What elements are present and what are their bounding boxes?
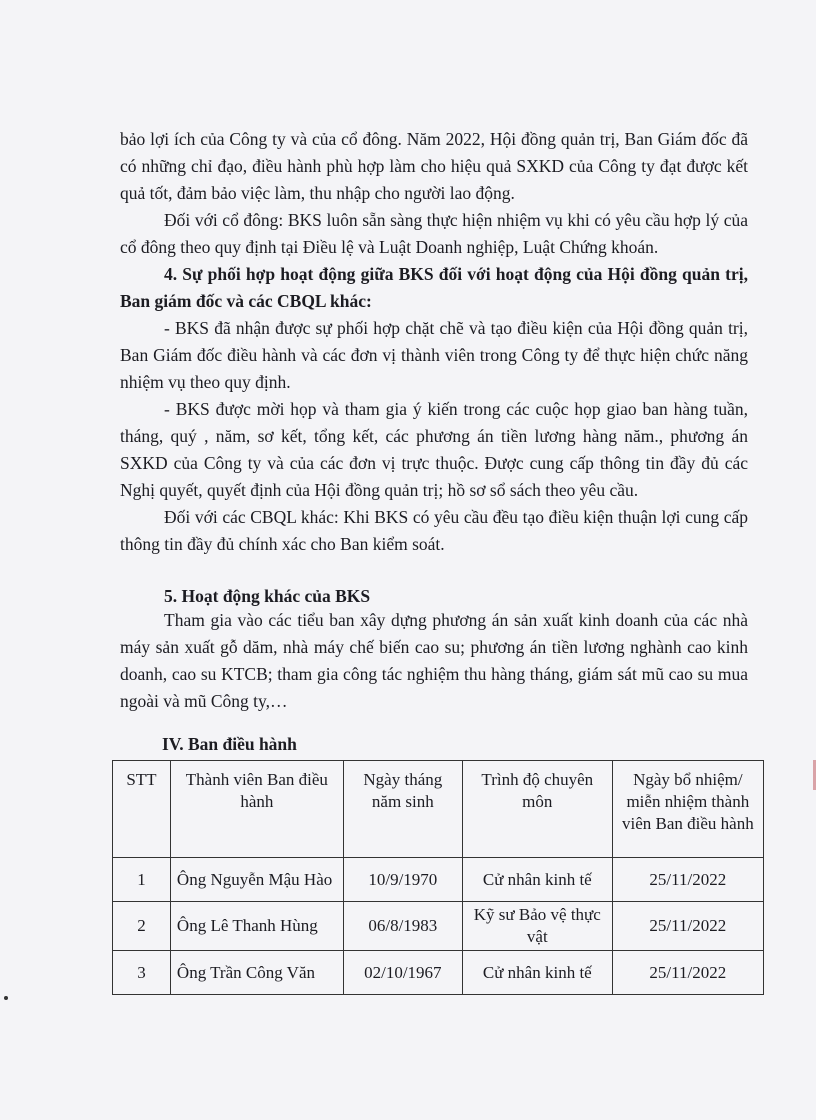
cell-qualification: Cử nhân kinh tế: [462, 858, 612, 902]
paragraph-4: - BKS được mời họp và tham gia ý kiến trong các cuộc họp giao ban hàng tuần, tháng, quý , năm, sơ kết, tổng kết, các phương án tiền lương hàng năm., phương án SXKD của Công ty và của các đơn vị trực thuộc. Được cung cấp thông tin đầy đủ các Nghị quyết, quyết định của Hội đồng quản trị; hồ sơ sổ sách theo yêu cầu.: [120, 399, 748, 500]
paragraph-6: Tham gia vào các tiểu ban xây dựng phương án sản xuất kinh doanh của các nhà máy sản xuất gỗ dăm, nhà máy chế biến cao su; phương án tiền lương nghành cao kinh doanh, cao su KTCB; tham gia công tác nghiệm thu hàng tháng, giám sát mũ cao su mua ngoài và mũ Công ty,…: [120, 610, 748, 711]
cell-member: Ông Trần Công Văn: [170, 951, 343, 995]
paragraph-5: Đối với các CBQL khác: Khi BKS có yêu cầu đều tạo điều kiện thuận lợi cung cấp thông tin đầy đủ chính xác cho Ban kiểm soát.: [120, 507, 748, 554]
cell-stt: 3: [113, 951, 171, 995]
table-header-row: [113, 761, 764, 858]
cell-appointment: 25/11/2022: [612, 902, 763, 951]
scan-speck: [4, 996, 8, 1000]
cell-stt: 2: [113, 902, 171, 951]
cell-member: Ông Lê Thanh Hùng: [170, 902, 343, 951]
header-qualification: Trình độ chuyên môn: [462, 761, 612, 858]
table-row: [113, 902, 764, 951]
cell-stt: 1: [113, 858, 171, 902]
cell-birthdate: 02/10/1967: [343, 951, 462, 995]
header-stt: STT: [113, 761, 171, 858]
header-birthdate: Ngày tháng năm sinh: [343, 761, 462, 858]
header-appointment: Ngày bổ nhiệm/ miễn nhiệm thành viên Ban điều hành: [612, 761, 763, 858]
cell-appointment: 25/11/2022: [612, 951, 763, 995]
cell-member: Ông Nguyễn Mậu Hào: [170, 858, 343, 902]
table-row: [113, 951, 764, 995]
paragraph-3: - BKS đã nhận được sự phối hợp chặt chẽ và tạo điều kiện của Hội đồng quản trị, Ban Giám đốc điều hành và các đơn vị thành viên trong Công ty để thực hiện chức năng nhiệm vụ theo quy định.: [120, 318, 748, 392]
management-board-table: [112, 760, 764, 995]
section-4-heading: 4. Sự phối hợp hoạt động giữa BKS đối với hoạt động của Hội đồng quản trị, Ban giám đốc và các CBQL khác:: [120, 264, 748, 311]
section-5-heading: 5. Hoạt động khác của BKS: [164, 586, 371, 606]
cell-qualification: Cử nhân kinh tế: [462, 951, 612, 995]
cell-appointment: 25/11/2022: [612, 858, 763, 902]
cell-birthdate: 10/9/1970: [343, 858, 462, 902]
paragraph-1: bảo lợi ích của Công ty và của cổ đông. Năm 2022, Hội đồng quản trị, Ban Giám đốc đã có những chỉ đạo, điều hành phù hợp làm cho hiệu quả SXKD của Công ty đạt được kết quả tốt, đảm bảo việc làm, thu nhập cho người lao động.: [120, 129, 748, 203]
header-member: Thành viên Ban điều hành: [170, 761, 343, 858]
cell-qualification: Kỹ sư Bảo vệ thực vật: [462, 902, 612, 951]
table-row: [113, 858, 764, 902]
paragraph-2: Đối với cổ đông: BKS luôn sẵn sàng thực hiện nhiệm vụ khi có yêu cầu hợp lý của cổ đông theo quy định tại Điều lệ và Luật Doanh nghiệp, Luật Chứng khoán.: [120, 210, 748, 257]
section-iv-heading: IV. Ban điều hành: [162, 734, 297, 754]
cell-birthdate: 06/8/1983: [343, 902, 462, 951]
